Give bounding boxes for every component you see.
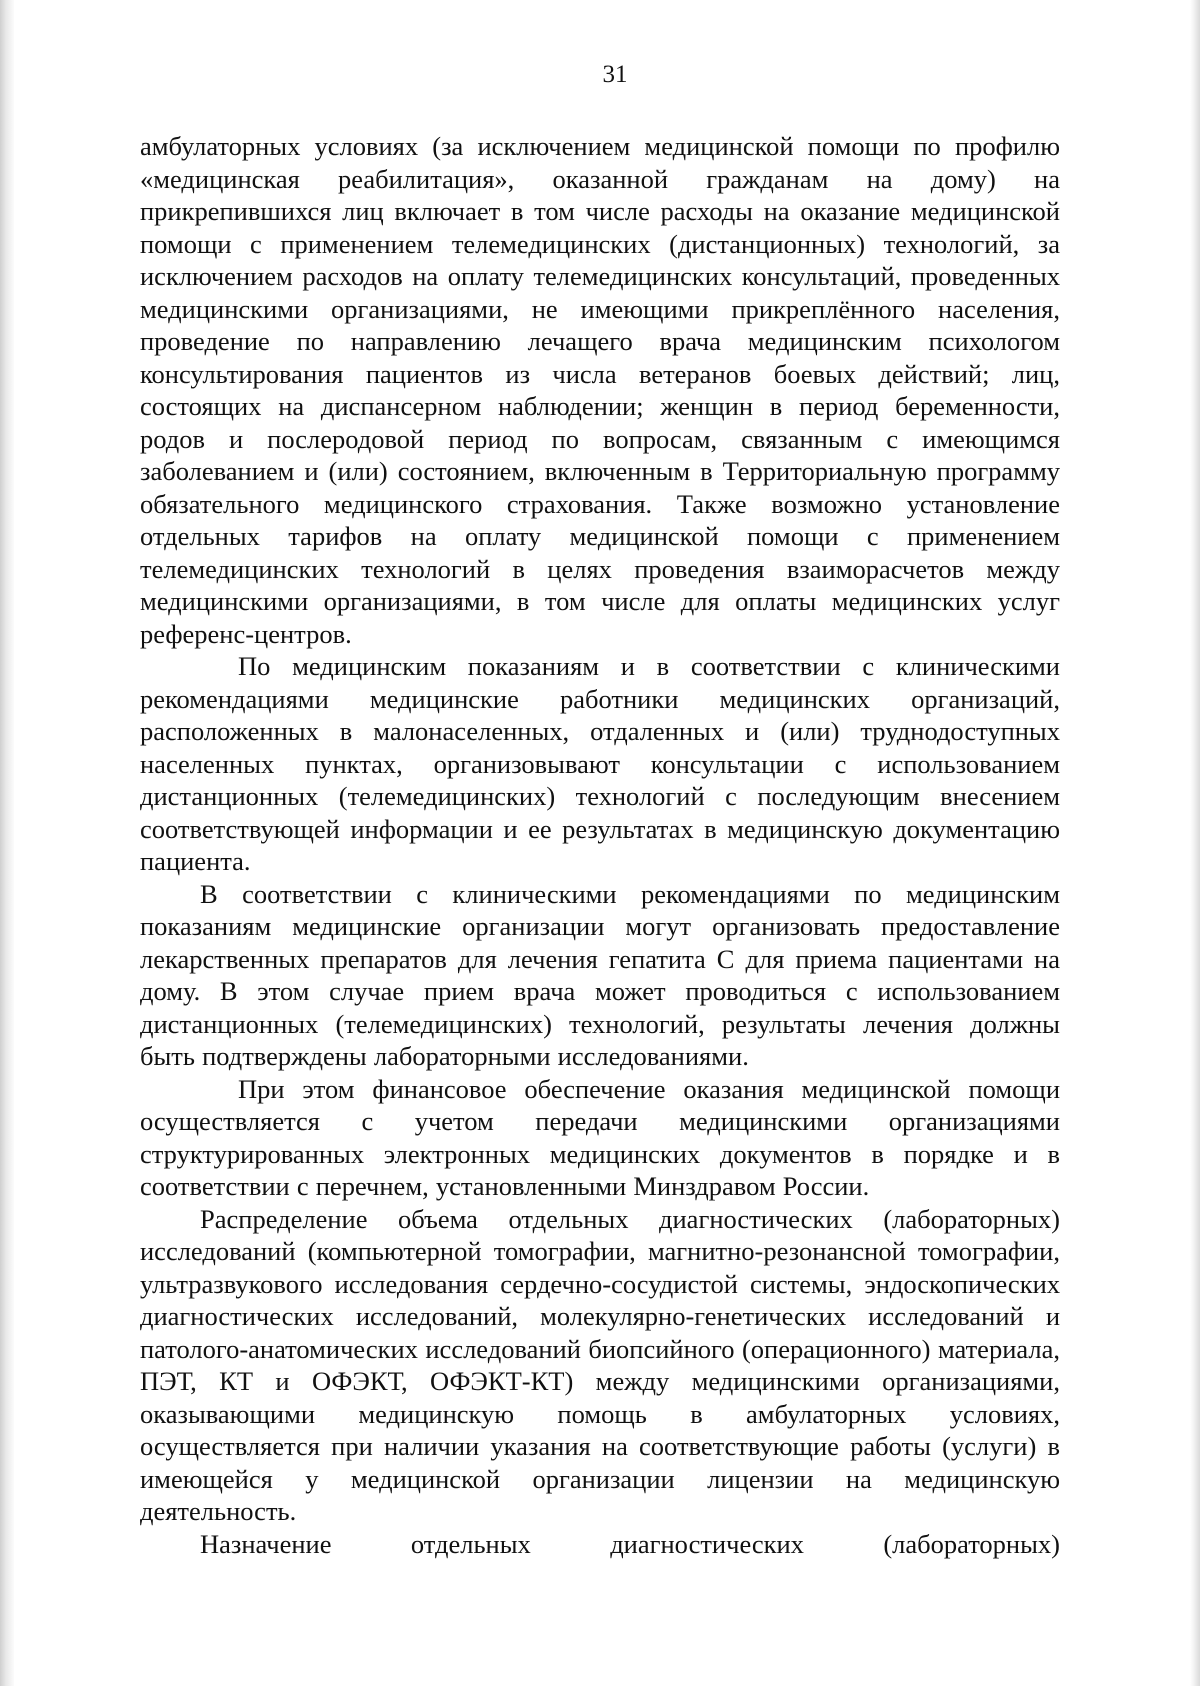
scan-shadow-left — [0, 0, 14, 1686]
paragraph-diagnostic-appointment: Назначение отдельных диагностических (лабораторных) — [200, 1528, 1060, 1559]
paragraph-telemedicine-costs: амбулаторных условиях (за исключением медицинской помощи по профилю «медицинская реабилитация», оказанной гражданам на дому) на прикрепившихся лиц включает в том числе расходы на оказание медицинской помощи с применением телемедицинских (дистанционных) технологий, за исключением расходов на оплату телемедицинских консультаций, проведенных медицинскими организациями, не имеющими прикреплённого населения, проведение по направлению лечащего врача медицинским психологом консультирования пациентов из числа ветеранов боевых действий; лиц, состоящих на диспансерном наблюдении; женщин в период беременности, родов и послеродовой период по вопросам, связанным с имеющимся заболеванием и (или) состоянием, включенным в Территориальную программу обязательного медицинского страхования. Также возможно установление отдельных тарифов на оплату медицинской помощи с применением телемедицинских технологий в целях проведения взаиморасчетов между медицинскими организациями, в том числе для оплаты медицинских услуг референс-центров. — [140, 131, 1060, 649]
paragraph-remote-consultations: По медицинским показаниям и в соответствии с клиническими рекомендациями медицинские работники медицинских организаций, расположенных в малонаселенных, отдаленных и (или) труднодоступных населенных пунктах, организовывают консультации с использованием дистанционных (телемедицинских) технологий с последующим внесением соответствующей информации и ее результатах в медицинскую документацию пациента. — [140, 651, 1060, 876]
page-number: 31 — [602, 61, 628, 88]
paragraph-financial-provision: При этом финансовое обеспечение оказания медицинской помощи осуществляется с учетом передачи медицинскими организациями структурированных электронных медицинских документов в порядке и в соответствии с перечнем, установленными Минздравом России. — [140, 1073, 1060, 1201]
scan-shadow-right — [1190, 0, 1200, 1686]
document-page — [140, 60, 1060, 1560]
paragraph-hepatitis-c-treatment: В соответствии с клиническими рекомендациями по медицинским показаниям медицинские организации могут организовать предоставление лекарственных препаратов для лечения гепатита С для приема пациентами на дому. В этом случае прием врача может проводиться с использованием дистанционных (телемедицинских) технологий, результаты лечения должны быть подтверждены лабораторными исследованиями. — [140, 878, 1060, 1071]
paragraph-diagnostic-distribution: Распределение объема отдельных диагностических (лабораторных) исследований (компьютерной томографии, магнитно-резонансной томографии, ультразвукового исследования сердечно-сосудистой системы, эндоскопических диагностических исследований, молекулярно-генетических исследований и патолого-анатомических исследований биопсийного (операционного) материала, ПЭТ, КТ и ОФЭКТ, ОФЭКТ-КТ) между медицинскими организациями, оказывающими медицинскую помощь в амбулаторных условиях, осуществляется при наличии указания на соответствующие работы (услуги) в имеющейся у медицинской организации лицензии на медицинскую деятельность. — [140, 1203, 1060, 1526]
